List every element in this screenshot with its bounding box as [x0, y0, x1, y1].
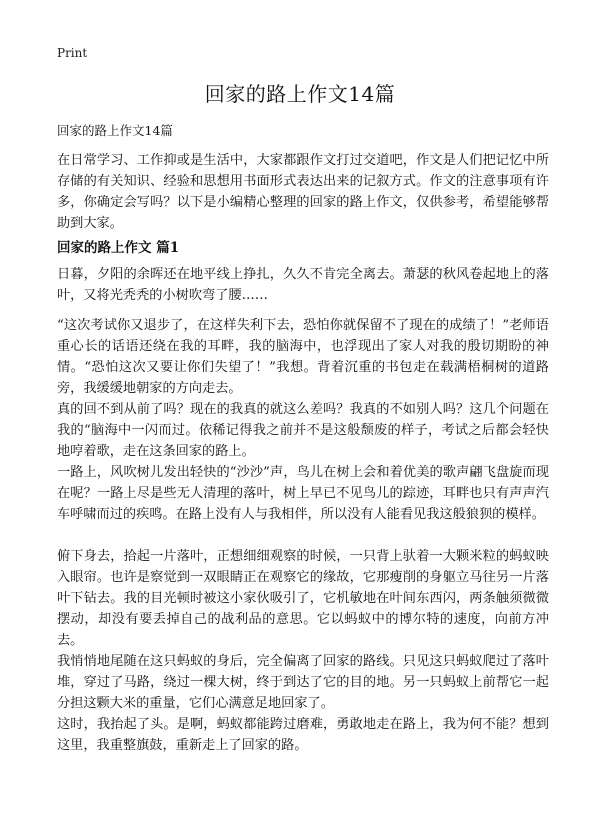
essay-paragraph-4: 一路上，风吹树儿发出轻快的“沙沙”声，鸟儿在树上会和着优美的歌声翩飞盘旋而现在呢？一路上尽是些无人清理的落叶，树上早已不见鸟儿的踪迹，耳畔也只有声声汽车呼啸而过的疾鸣。在路上没有人与我相伴，所以没有人能看见我这般狼狈的模样。: [57, 465, 549, 522]
essay-paragraph-6: 我悄悄地尾随在这只蚂蚁的身后，完全偏离了回家的路线。只见这只蚂蚁爬过了落叶堆，穿过了马路，绕过一棵大树，终于到达了它的目的地。另一只蚂蚁上前帮它一起分担这颗大米的重量，它们心满意足地回家了。: [57, 654, 549, 711]
intro-paragraph: 在日常学习、工作抑或是生活中，大家都跟作文打过交道吧，作文是人们把记忆中所存储的有关知识、经验和思想用书面形式表达出来的记叙方式。作文的注意事项有许多，你确定会写吗？以下是小编精心整理的回家的路上作文，仅供参考，希望能够帮助到大家。: [57, 153, 549, 231]
document-subtitle: 回家的路上作文14篇: [57, 123, 173, 138]
section-heading: 回家的路上作文 篇1: [57, 240, 180, 256]
essay-paragraph-5: 俯下身去，拾起一片落叶，正想细细观察的时候，一只背上驮着一大颗米粒的蚂蚁映入眼帘。也许是察觉到一双眼睛正在观察它的缘故，它那瘦削的身躯立马往另一片落叶下钻去。我的目光顿时被这小家伙吸引了，它机敏地在叶间东西闪，两条触须微微摆动，却没有要丢掉自己的战利品的意思。它以蚂蚁中的博尔特的速度，向前方冲去。: [57, 549, 549, 648]
essay-paragraph-7: 这时，我抬起了头。是啊，蚂蚁都能跨过磨难，勇敢地走在路上，我为何不能？想到这里，我重整旗鼓，重新走上了回家的路。: [57, 717, 549, 753]
page-title: 回家的路上作文14篇: [204, 82, 396, 106]
essay-paragraph-2: “这次考试你又退步了，在这样失利下去，恐怕你就保留不了现在的成绩了！”老师语重心长的话语还绕在我的耳畔，我的脑海中，也浮现出了家人对我的殷切期盼的神情。“恐怕这次又要让你们失望了！”我想。背着沉重的书包走在载满梧桐树的道路旁，我缓缓地朝家的方向走去。: [57, 318, 549, 396]
essay-paragraph-1: 日暮，夕阳的余晖还在地平线上挣扎，久久不肯完全离去。萧瑟的秋风卷起地上的落叶，又将光秃秃的小树吹弯了腰……: [57, 267, 549, 303]
essay-paragraph-3: 真的回不到从前了吗？现在的我真的就这么差吗？我真的不如别人吗？这几个问题在我的“脑海中一闪而过。依稀记得我之前并不是这般颓废的样子，考试之后都会轻快地哼着歌，走在这条回家的路上。: [57, 402, 549, 459]
print-label: Print: [57, 46, 88, 60]
